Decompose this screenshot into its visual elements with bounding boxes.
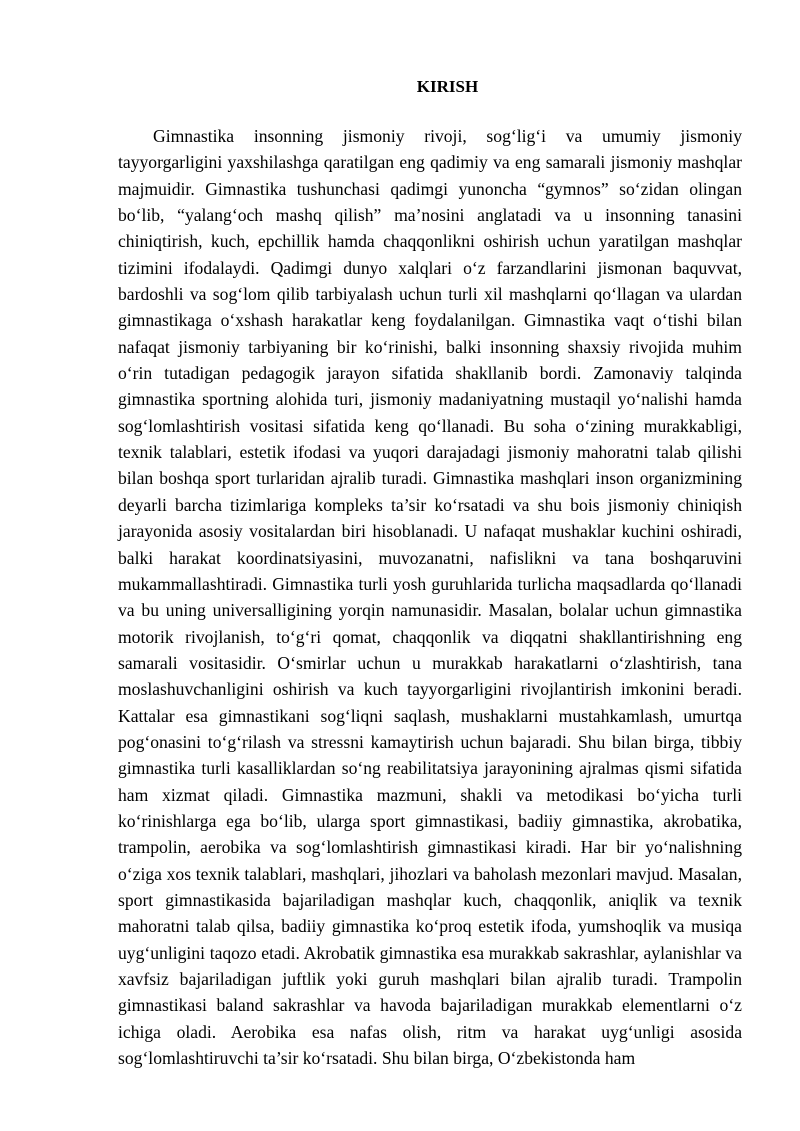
body-paragraph: Gimnastika insonning jismoniy rivoji, sog‘lig‘i va umumiy jismoniy tayyorgarligini yaxshilashga qaratilgan eng qadimiy va eng samarali jismoniy mashqlar majmuidir. Gimnastika tushunchasi qadimgi yunoncha “gymnos” so‘zidan olingan bo‘lib, “yalang‘och mashq qilish” ma’nosini anglatadi va u insonning tanasini chiniqtirish, kuch, epchillik hamda chaqqonlikni oshirish uchun yaratilgan mashqlar tizimini ifodalaydi. Qadimgi dunyo xalqlari o‘z farzandlarini jismonan baquvvat, bardoshli va sog‘lom qilib tarbiyalash uchun turli xil mashqlarni qo‘llagan va ulardan gimnastikaga o‘xshash harakatlar keng foydalanilgan. Gimnastika vaqt o‘tishi bilan nafaqat jismoniy tarbiyaning bir ko‘rinishi, balki insonning shaxsiy rivojida muhim o‘rin tutadigan pedagogik jarayon sifatida shakllanib bordi. Zamonaviy talqinda gimnastika sportning alohida turi, jismoniy madaniyatning mustaqil yo‘nalishi hamda sog‘lomlashtirish vositasi sifatida keng qo‘llanadi. Bu soha o‘zining murakkabligi, texnik talablari, estetik ifodasi va yuqori darajadagi jismoniy mahoratni talab qilishi bilan boshqa sport turlaridan ajralib turadi. Gimnastika mashqlari inson organizmining deyarli barcha tizimlariga kompleks ta’sir ko‘rsatadi va shu bois jismoniy chiniqish jarayonida asosiy vositalardan biri hisoblanadi. U nafaqat mushaklar kuchini oshiradi, balki harakat koordinatsiyasini, muvozanatni, nafislikni va tana boshqaruvini mukammallashtiradi. Gimnastika turli yosh guruhlarida turlicha maqsadlarda qo‘llanadi va bu uning universalligining yorqin namunasidir. Masalan, bolalar uchun gimnastika motorik rivojlanish, to‘g‘ri qomat, chaqqonlik va diqqatni shakllantirishning eng samarali vositasidir. O‘smirlar uchun u murakkab harakatlarni o‘zlashtirish, tana moslashuvchanligini oshirish va kuch tayyorgarligini rivojlantirish imkonini beradi. Kattalar esa gimnastikani sog‘liqni saqlash, mushaklarni mustahkamlash, umurtqa pog‘onasini to‘g‘rilash va stressni kamaytirish uchun bajaradi. Shu bilan birga, tibbiy gimnastika turli kasalliklardan so‘ng reabilitatsiya jarayonining ajralmas qismi sifatida ham xizmat qiladi. Gimnastika mazmuni, shakli va metodikasi bo‘yicha turli ko‘rinishlarga ega bo‘lib, ularga sport gimnastikasi, badiiy gimnastika, akrobatika, trampolin, aerobika va sog‘lomlashtirish gimnastikasi kiradi. Har bir yo‘nalishning o‘ziga xos texnik talablari, mashqlari, jihozlari va baholash mezonlari mavjud. Masalan, sport gimnastikasida bajariladigan mashqlar kuch, chaqqonlik, aniqlik va texnik mahoratni talab qilsa, badiiy gimnastika ko‘proq estetik ifoda, yumshoqlik va musiqa uyg‘unligini taqozo etadi. Akrobatik gimnastika esa murakkab sakrashlar, aylanishlar va xavfsiz bajariladigan juftlik yoki guruh mashqlari bilan ajralib turadi. Trampolin gimnastikasi baland sakrashlar va havoda bajariladigan murakkab elementlarni o‘z ichiga oladi. Aerobika esa nafas olish, ritm va harakat uyg‘unligi asosida sog‘lomlashtiruvchi ta’sir ko‘rsatadi. Shu bilan birga, O‘zbekistonda ham (118, 126, 742, 1069)
section-heading: KIRISH (416, 77, 479, 96)
